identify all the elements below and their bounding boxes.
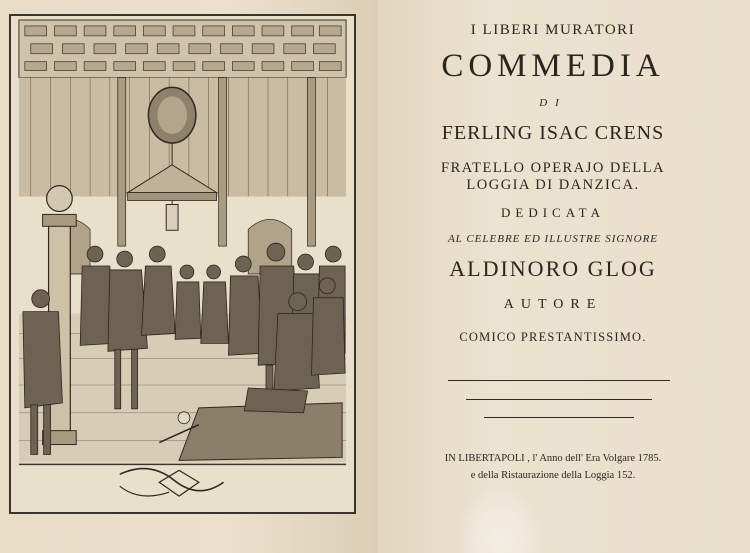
ornamental-rule-3 xyxy=(484,417,634,418)
dedicatee-description: COMICO PRESTANTISSIMO. xyxy=(459,330,647,344)
dedicatee-role: AUTORE xyxy=(503,297,603,312)
author-description-line-1: FRATELLO OPERAJO DELLA xyxy=(441,160,665,176)
paper-damage xyxy=(460,488,540,553)
dedication-heading: DEDICATA xyxy=(501,205,605,220)
engraving-plate xyxy=(9,14,356,514)
ornamental-rule-1 xyxy=(448,380,670,381)
main-title: COMMEDIA xyxy=(441,48,665,84)
author-description-line-2: LOGGIA DI DANZICA. xyxy=(466,177,640,193)
dedication-line: AL CELEBRE ED ILLUSTRE SIGNORE xyxy=(447,233,659,245)
series-title: I LIBERI MURATORI xyxy=(470,22,636,38)
dedicatee-name: ALDINORO GLOG xyxy=(449,256,657,281)
by-line: DI xyxy=(539,97,567,109)
ornamental-rule-2 xyxy=(466,399,652,400)
author-name: FERLING ISAC CRENS xyxy=(441,122,665,144)
imprint-line-1: IN LIBERTAPOLI , l' Anno dell' Era Volgare 1785. xyxy=(444,453,662,464)
frontispiece-page xyxy=(0,0,372,553)
engraving-illustration xyxy=(11,16,354,512)
imprint-line-2: e della Ristaurazione della Loggia 152. xyxy=(470,470,636,481)
